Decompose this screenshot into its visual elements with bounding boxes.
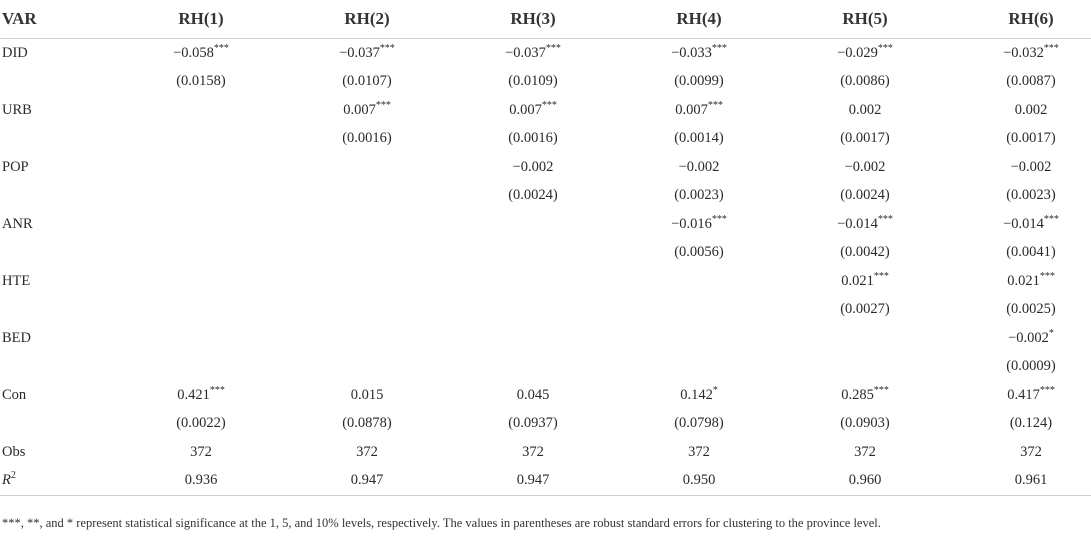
table-row xyxy=(0,267,1091,296)
cell-value: 0.007*** xyxy=(343,99,391,118)
table-cell xyxy=(261,68,427,97)
cell-value: −0.058*** xyxy=(173,42,229,61)
cell-value: (0.0022) xyxy=(176,415,226,432)
cell-value: 0.007*** xyxy=(675,99,723,118)
cell-value: −0.014*** xyxy=(1003,213,1059,232)
table-cell xyxy=(925,239,1091,268)
table-cell xyxy=(759,210,925,239)
table-row xyxy=(0,68,1091,97)
table-cell xyxy=(427,39,593,68)
table-cell xyxy=(95,296,261,325)
cell-value: (0.0158) xyxy=(176,73,226,90)
cell-value: −0.002 xyxy=(1010,158,1052,175)
table-cell xyxy=(95,267,261,296)
row-label xyxy=(0,296,95,325)
table-cell xyxy=(427,267,593,296)
table-row xyxy=(0,296,1091,325)
table-cell xyxy=(759,125,925,154)
table-row xyxy=(0,125,1091,154)
table-cell xyxy=(925,438,1091,467)
table-row xyxy=(0,410,1091,439)
table-cell xyxy=(427,210,593,239)
table-cell xyxy=(95,182,261,211)
table-cell xyxy=(925,381,1091,410)
table-cell xyxy=(593,39,759,68)
table-cell xyxy=(427,438,593,467)
table-body xyxy=(0,39,1091,496)
column-header-rh1 xyxy=(95,0,261,39)
column-header-rh4 xyxy=(593,0,759,39)
table-cell xyxy=(95,210,261,239)
cell-value: 0.015 xyxy=(350,386,384,403)
table-cell xyxy=(261,39,427,68)
cell-value: (0.0024) xyxy=(508,187,558,204)
row-label xyxy=(0,68,95,97)
table-row xyxy=(0,324,1091,353)
column-header-var: VAR xyxy=(0,0,95,39)
cell-value: −0.014*** xyxy=(837,213,893,232)
cell-value: 0.021*** xyxy=(1007,270,1055,289)
cell-value: (0.0086) xyxy=(840,73,890,90)
column-header-label: RH(1) xyxy=(178,9,224,28)
cell-value: (0.124) xyxy=(1009,415,1053,432)
table-row xyxy=(0,381,1091,410)
table-cell xyxy=(427,68,593,97)
table-cell xyxy=(759,39,925,68)
table-cell xyxy=(95,39,261,68)
row-label: Obs xyxy=(2,443,26,460)
table-cell xyxy=(427,296,593,325)
table-cell xyxy=(261,438,427,467)
table-cell xyxy=(759,438,925,467)
table-cell xyxy=(925,153,1091,182)
column-header-rh5 xyxy=(759,0,925,39)
table-cell xyxy=(427,153,593,182)
column-header-label: RH(2) xyxy=(344,9,390,28)
row-label xyxy=(0,410,95,439)
cell-value: (0.0087) xyxy=(1006,73,1056,90)
cell-value: (0.0009) xyxy=(1006,358,1056,375)
table-cell xyxy=(593,324,759,353)
table-cell xyxy=(759,353,925,382)
table-row xyxy=(0,210,1091,239)
table-cell xyxy=(427,125,593,154)
table-cell xyxy=(593,68,759,97)
table-row xyxy=(0,239,1091,268)
table-cell xyxy=(759,267,925,296)
table-cell xyxy=(593,267,759,296)
table-cell xyxy=(261,239,427,268)
table-cell xyxy=(593,125,759,154)
table-cell xyxy=(427,182,593,211)
row-label xyxy=(0,353,95,382)
table-cell xyxy=(261,353,427,382)
cell-value: 372 xyxy=(688,443,710,460)
cell-value: (0.0017) xyxy=(1006,130,1056,147)
cell-value: −0.002* xyxy=(1008,327,1054,346)
row-label xyxy=(0,239,95,268)
row-label: DID xyxy=(2,44,28,61)
cell-value: (0.0016) xyxy=(342,130,392,147)
table-cell xyxy=(427,381,593,410)
table-cell xyxy=(593,210,759,239)
cell-value: (0.0016) xyxy=(508,130,558,147)
cell-value: (0.0056) xyxy=(674,244,724,261)
column-header-label: RH(5) xyxy=(842,9,888,28)
cell-value: (0.0109) xyxy=(508,73,558,90)
column-header-label: RH(4) xyxy=(676,9,722,28)
table-cell xyxy=(593,239,759,268)
cell-value: 0.936 xyxy=(184,472,218,489)
row-label: URB xyxy=(2,101,32,118)
cell-value: (0.0107) xyxy=(342,73,392,90)
table-row xyxy=(0,96,1091,125)
row-label: ANR xyxy=(2,215,33,232)
table-cell xyxy=(593,296,759,325)
table-row xyxy=(0,353,1091,382)
cell-value: (0.0042) xyxy=(840,244,890,261)
table-cell xyxy=(261,410,427,439)
table-cell xyxy=(759,296,925,325)
table-cell xyxy=(593,410,759,439)
table-cell xyxy=(95,438,261,467)
cell-value: (0.0903) xyxy=(840,415,890,432)
table-cell xyxy=(427,324,593,353)
table-cell xyxy=(759,182,925,211)
row-label: HTE xyxy=(2,272,31,289)
table-cell xyxy=(593,467,759,496)
row-label xyxy=(0,182,95,211)
table-cell xyxy=(759,381,925,410)
table-cell xyxy=(95,239,261,268)
cell-value: −0.032*** xyxy=(1003,42,1059,61)
table-cell xyxy=(427,410,593,439)
row-label: $R^2$ xyxy=(0,467,95,496)
row-label xyxy=(0,125,95,154)
table-cell xyxy=(95,125,261,154)
column-header-rh2 xyxy=(261,0,427,39)
table-header-row xyxy=(0,0,1091,39)
table-cell xyxy=(261,467,427,496)
table-cell xyxy=(427,353,593,382)
table-cell xyxy=(925,182,1091,211)
cell-value: −0.037*** xyxy=(505,42,561,61)
table-cell xyxy=(95,324,261,353)
column-header-rh6 xyxy=(925,0,1091,39)
table-cell xyxy=(427,96,593,125)
table-cell xyxy=(759,96,925,125)
cell-value: (0.0798) xyxy=(674,415,724,432)
cell-value: (0.0017) xyxy=(840,130,890,147)
cell-value: 0.950 xyxy=(682,472,716,489)
table-row xyxy=(0,153,1091,182)
cell-value: 372 xyxy=(854,443,876,460)
table-cell xyxy=(261,96,427,125)
cell-value: −0.002 xyxy=(678,158,720,175)
cell-value: 0.947 xyxy=(350,472,384,489)
table-row xyxy=(0,467,1091,496)
column-header-rh3 xyxy=(427,0,593,39)
table-cell xyxy=(925,353,1091,382)
table-cell xyxy=(759,410,925,439)
cell-value: 372 xyxy=(522,443,544,460)
cell-value: 372 xyxy=(190,443,212,460)
cell-value: (0.0099) xyxy=(674,73,724,90)
table-cell xyxy=(95,410,261,439)
table-cell xyxy=(95,68,261,97)
table-cell xyxy=(261,182,427,211)
cell-value: 0.417*** xyxy=(1007,384,1055,403)
cell-value: (0.0014) xyxy=(674,130,724,147)
cell-value: (0.0024) xyxy=(840,187,890,204)
table-cell xyxy=(95,467,261,496)
table-cell xyxy=(925,68,1091,97)
table-cell xyxy=(759,153,925,182)
table-footnote: ***, **, and * represent statistical significance at the 1, 5, and 10% levels, respectively. The values in parentheses are robust standard errors for clustering to the province level. xyxy=(2,516,881,530)
table-cell xyxy=(593,96,759,125)
cell-value: (0.0041) xyxy=(1006,244,1056,261)
table-row xyxy=(0,39,1091,68)
table-cell xyxy=(925,324,1091,353)
cell-value: 0.961 xyxy=(1014,472,1048,489)
table-cell xyxy=(925,467,1091,496)
cell-value: 0.002 xyxy=(848,101,882,118)
row-label: POP xyxy=(2,158,29,175)
table-cell xyxy=(261,296,427,325)
cell-value: 0.007*** xyxy=(509,99,557,118)
table-cell xyxy=(759,467,925,496)
cell-value: −0.037*** xyxy=(339,42,395,61)
table-cell xyxy=(925,267,1091,296)
cell-value: (0.0937) xyxy=(508,415,558,432)
cell-value: −0.016*** xyxy=(671,213,727,232)
cell-value: 372 xyxy=(1020,443,1042,460)
table-cell xyxy=(593,438,759,467)
cell-value: −0.033*** xyxy=(671,42,727,61)
table-cell xyxy=(925,296,1091,325)
table-cell xyxy=(261,125,427,154)
cell-value: 0.947 xyxy=(516,472,550,489)
table-cell xyxy=(427,467,593,496)
table-cell xyxy=(759,324,925,353)
table-cell xyxy=(759,68,925,97)
table-cell xyxy=(261,324,427,353)
cell-value: (0.0027) xyxy=(840,301,890,318)
cell-value: 0.142* xyxy=(680,384,718,403)
table-row xyxy=(0,438,1091,467)
table-row xyxy=(0,182,1091,211)
cell-value: (0.0023) xyxy=(674,187,724,204)
cell-value: (0.0878) xyxy=(342,415,392,432)
table-cell xyxy=(593,153,759,182)
table-cell xyxy=(261,210,427,239)
row-label: BED xyxy=(2,329,31,346)
table-cell xyxy=(427,239,593,268)
cell-value: 0.285*** xyxy=(841,384,889,403)
table-cell xyxy=(261,153,427,182)
table-cell xyxy=(95,153,261,182)
table-cell xyxy=(925,125,1091,154)
table-cell xyxy=(261,267,427,296)
table-cell xyxy=(593,353,759,382)
table-cell xyxy=(95,353,261,382)
cell-value: 0.421*** xyxy=(177,384,225,403)
table-cell xyxy=(261,381,427,410)
cell-value: 0.002 xyxy=(1014,101,1048,118)
cell-value: 372 xyxy=(356,443,378,460)
cell-value: (0.0023) xyxy=(1006,187,1056,204)
table-cell xyxy=(759,239,925,268)
table-cell xyxy=(593,182,759,211)
cell-value: 0.021*** xyxy=(841,270,889,289)
cell-value: (0.0025) xyxy=(1006,301,1056,318)
table-cell xyxy=(95,96,261,125)
cell-value: 0.045 xyxy=(516,386,550,403)
table-cell xyxy=(95,381,261,410)
column-header-label: RH(6) xyxy=(1008,9,1054,28)
table-cell xyxy=(925,410,1091,439)
column-header-label: RH(3) xyxy=(510,9,556,28)
cell-value: −0.002 xyxy=(844,158,886,175)
table-cell xyxy=(925,39,1091,68)
cell-value: 0.960 xyxy=(848,472,882,489)
table-cell xyxy=(593,381,759,410)
cell-value: −0.029*** xyxy=(837,42,893,61)
table-cell xyxy=(925,210,1091,239)
row-label: Con xyxy=(2,386,27,403)
table-cell xyxy=(925,96,1091,125)
cell-value: −0.002 xyxy=(512,158,554,175)
